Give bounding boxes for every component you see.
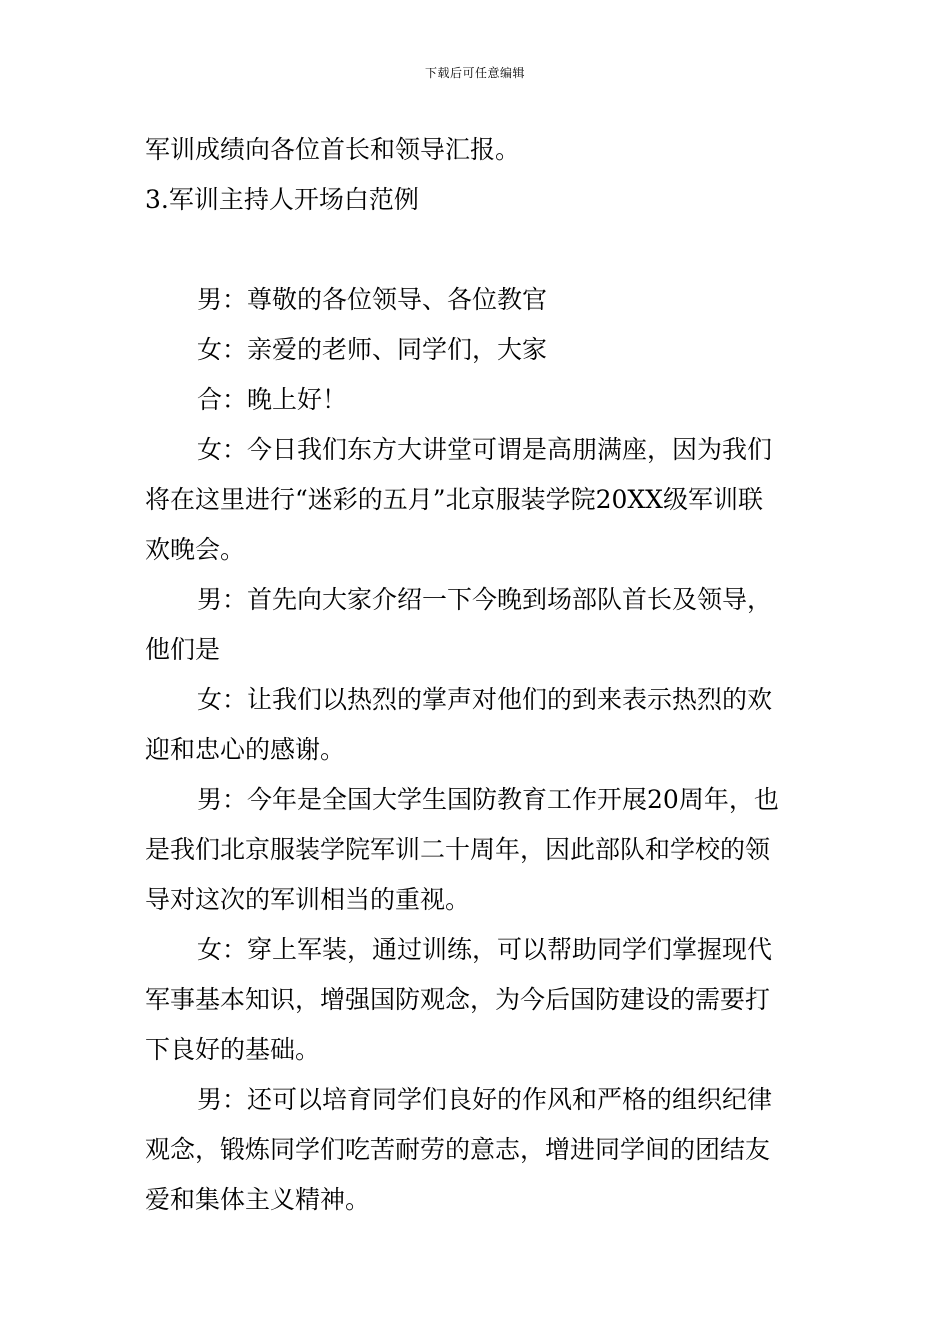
dialogue-line: 女：让我们以热烈的掌声对他们的到来表示热烈的欢 xyxy=(197,685,773,714)
dialogue-line-continued: 迎和忠心的感谢。 xyxy=(145,735,346,764)
paragraph-line: 军训成绩向各位首长和领导汇报。 xyxy=(145,135,521,164)
blank-line xyxy=(145,225,810,275)
dialogue-line: 男：今年是全国大学生国防教育工作开展20周年，也 xyxy=(197,785,779,814)
dialogue-line-continued: 导对这次的军训相当的重视。 xyxy=(145,885,471,914)
dialogue-line: 女：亲爱的老师、同学们，大家 xyxy=(197,335,548,364)
page-header-note: 下载后可任意编辑 xyxy=(424,66,525,80)
dialogue-line: 女：今日我们东方大讲堂可谓是高朋满座，因为我们 xyxy=(197,435,773,464)
dialogue-line-continued: 观念，锻炼同学们吃苦耐劳的意志，增进同学间的团结友 xyxy=(145,1135,771,1164)
dialogue-line: 男：还可以培育同学们良好的作风和严格的组织纪律 xyxy=(197,1085,773,1114)
dialogue-line-continued: 是我们北京服装学院军训二十周年，因此部队和学校的领 xyxy=(145,835,771,864)
dialogue-line: 女：穿上军装，通过训练，可以帮助同学们掌握现代 xyxy=(197,935,773,964)
dialogue-line: 男：首先向大家介绍一下今晚到场部队首长及领导， xyxy=(197,585,773,614)
dialogue-line-continued: 爱和集体主义精神。 xyxy=(145,1185,371,1214)
dialogue-line-continued: 他们是 xyxy=(145,635,221,664)
dialogue-line-continued: 下良好的基础。 xyxy=(145,1035,321,1064)
dialogue-line-continued: 军事基本知识，增强国防观念，为今后国防建设的需要打 xyxy=(145,985,771,1014)
dialogue-line-continued: 欢晚会。 xyxy=(145,535,246,564)
section-heading: 3.军训主持人开场白范例 xyxy=(145,185,419,214)
dialogue-line-continued: 将在这里进行“迷彩的五月”北京服装学院20XX级军训联 xyxy=(145,485,763,514)
dialogue-line: 合：晚上好！ xyxy=(197,385,348,414)
dialogue-line: 男：尊敬的各位领导、各位教官 xyxy=(197,285,548,314)
document-body xyxy=(145,125,810,1225)
